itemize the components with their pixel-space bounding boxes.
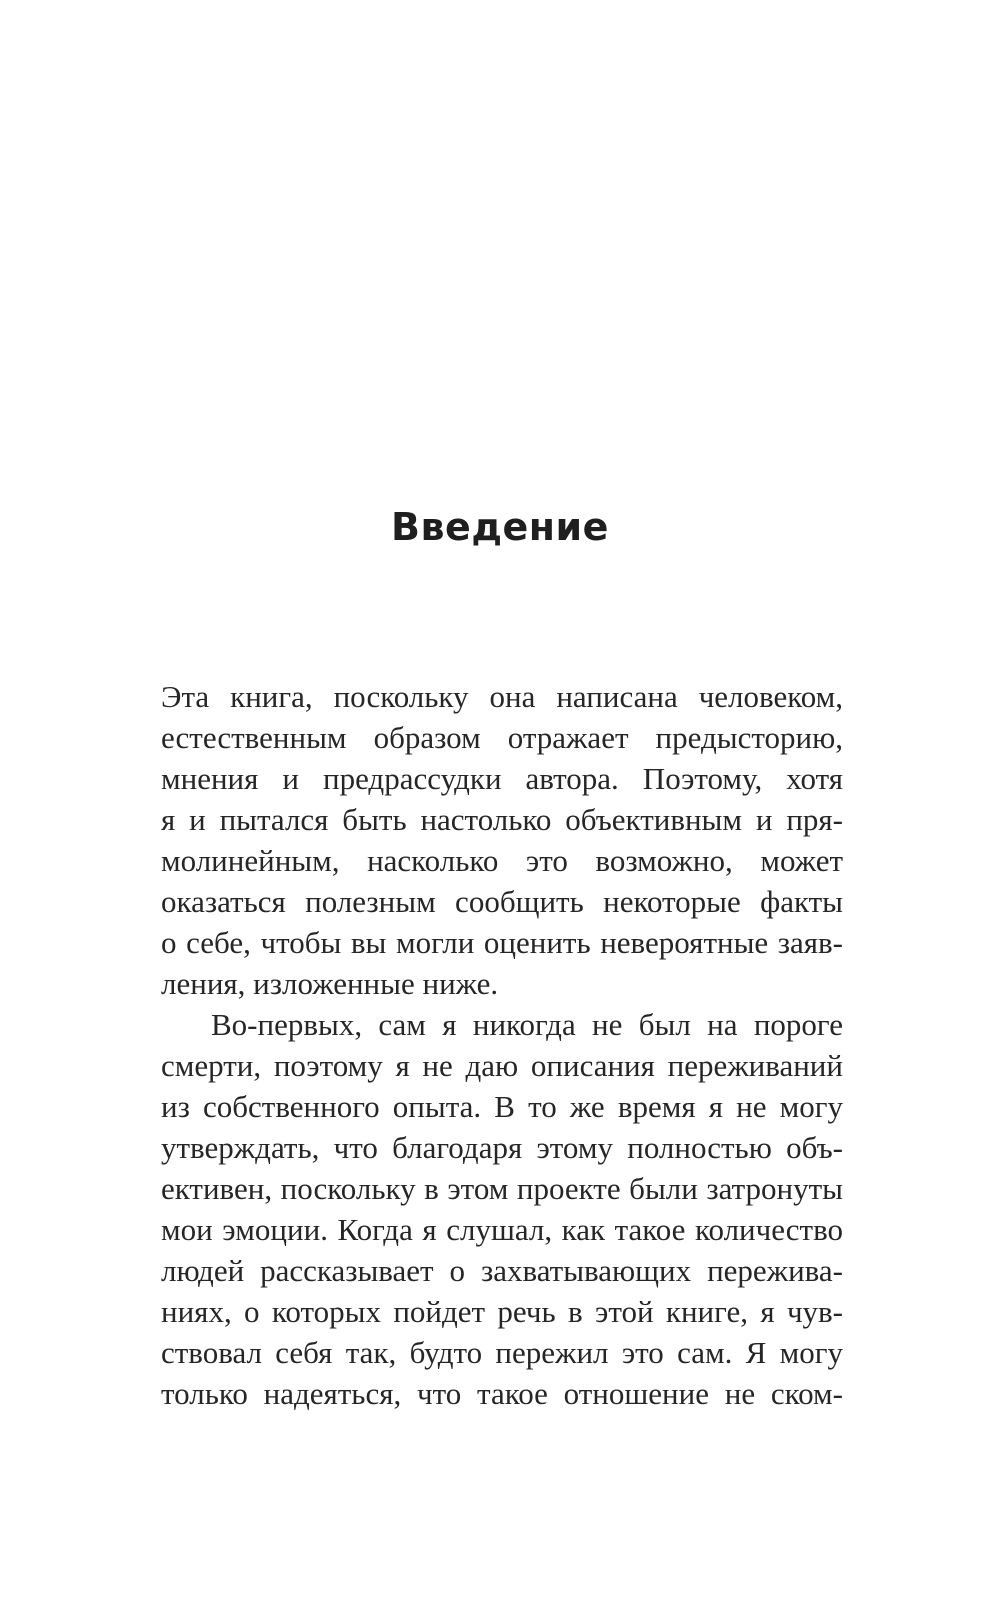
text-line: ниях, о которых пойдет речь в этой книге, я чув- [161,1294,843,1329]
text-line: из собственного опыта. В то же время я не могу [161,1089,843,1124]
text-line: Во-первых, сам я никогда не был на пороге [211,1007,843,1042]
text-line: ствовал себя так, будто пережил это сам. Я могу [161,1335,843,1370]
text-line: Эта книга, поскольку она написана человеком, [161,679,843,714]
text-line: молинейным, насколько это возможно, может [161,843,843,878]
text-line: утверждать, что благодаря этому полностью объ- [161,1130,843,1165]
text-line: естественным образом отражает предысторию, [161,720,843,755]
text-line: мнения и предрассудки автора. Поэтому, хотя [161,761,843,796]
text-line: я и пытался быть настолько объективным и пря- [161,802,843,837]
text-line: ективен, поскольку в этом проекте были затронуты [161,1171,843,1206]
text-line: оказаться полезным сообщить некоторые факты [161,884,843,919]
body-text [161,676,843,1414]
text-line: только надеяться, что такое отношение не ском- [161,1376,843,1411]
chapter-title: Введение [391,505,609,549]
text-line: мои эмоции. Когда я слушал, как такое количество [161,1212,843,1247]
text-line: людей рассказывает о захватывающих пережива- [161,1253,843,1288]
text-line: смерти, поэтому я не даю описания переживаний [161,1048,843,1083]
text-line: о себе, чтобы вы могли оценить невероятные заяв- [161,925,843,960]
text-line: ления, изложенные ниже. [161,966,499,1001]
